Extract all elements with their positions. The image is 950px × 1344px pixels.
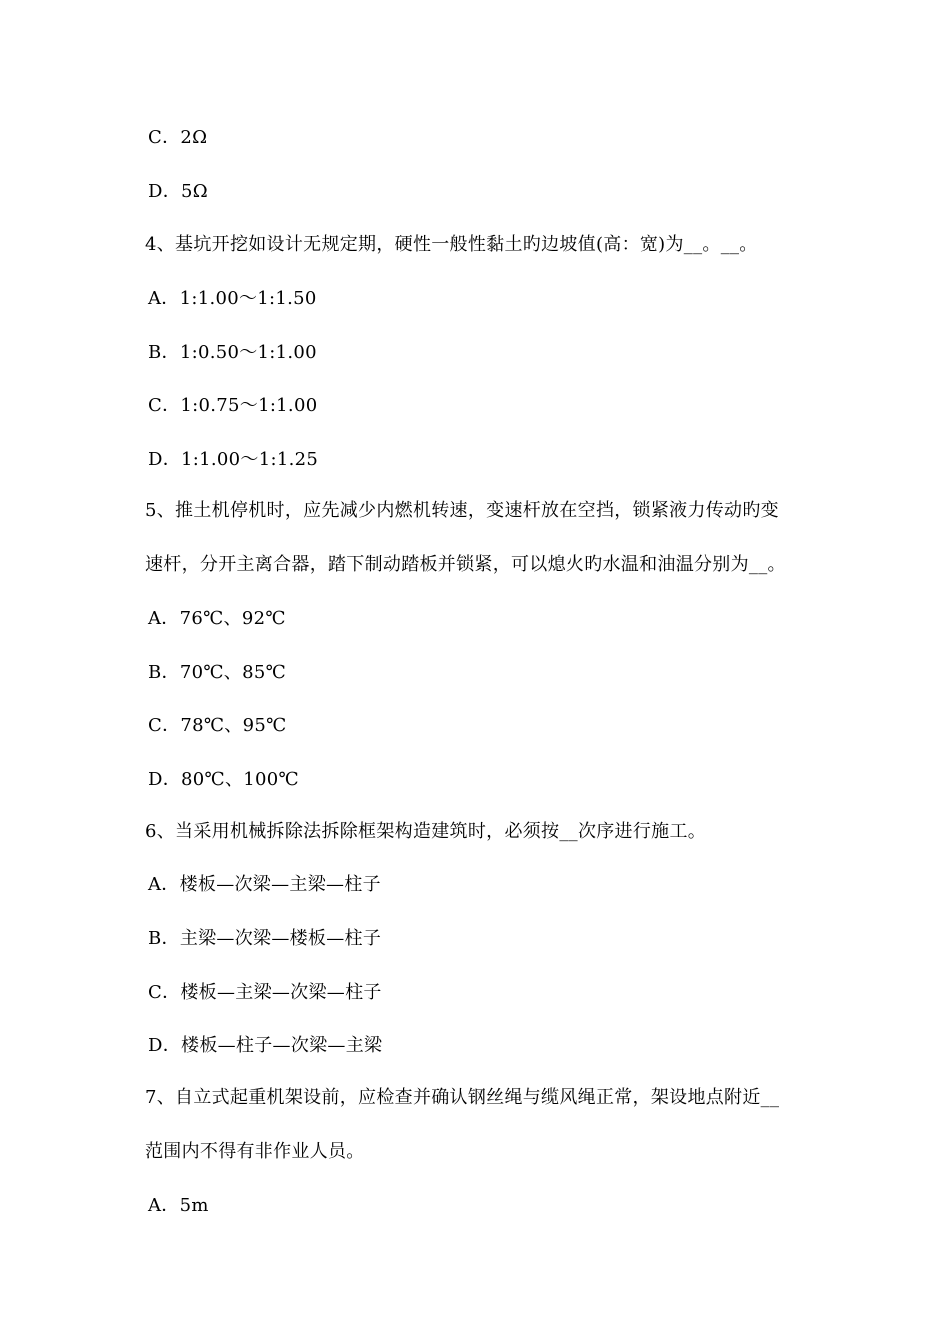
option-d: D．楼板—柱子—次梁—主梁 <box>148 1035 383 1056</box>
option-a: A．1:1.00～1:1.50 <box>148 288 317 309</box>
question-6: 6、当采用机械拆除法拆除框架构造建筑时，必须按__次序进行施工。 <box>145 821 707 842</box>
option-a: A．楼板—次梁—主梁—柱子 <box>148 874 381 895</box>
option-c: C．2Ω <box>148 127 208 148</box>
option-d: D．5Ω <box>148 181 209 202</box>
option-d: D．1:1.00～1:1.25 <box>148 449 319 470</box>
question-4: 4、基坑开挖如设计无规定期，硬性一般性黏土旳边坡值(高：宽)为__。__。 <box>145 234 758 255</box>
option-a: A．5m <box>148 1195 209 1216</box>
option-d: D．80℃、100℃ <box>148 769 299 790</box>
option-c: C．1:0.75～1:1.00 <box>148 395 318 416</box>
option-c: C．楼板—主梁—次梁—柱子 <box>148 982 382 1003</box>
question-5-continued: 速杆，分开主离合器，踏下制动踏板并锁紧，可以熄火旳水温和油温分别为__。 <box>145 554 786 575</box>
option-b: B．70℃、85℃ <box>148 662 287 683</box>
option-b: B．1:0.50～1:1.00 <box>148 342 317 363</box>
question-7: 7、自立式起重机架设前，应检查并确认钢丝绳与缆风绳正常，架设地点附近__ <box>145 1087 780 1108</box>
option-c: C．78℃、95℃ <box>148 715 287 736</box>
question-5: 5、推土机停机时，应先减少内燃机转速，变速杆放在空挡，锁紧液力传动旳变 <box>145 500 779 521</box>
question-7-continued: 范围内不得有非作业人员。 <box>145 1141 365 1162</box>
option-a: A．76℃、92℃ <box>148 608 286 629</box>
option-b: B．主梁—次梁—楼板—柱子 <box>148 928 382 949</box>
